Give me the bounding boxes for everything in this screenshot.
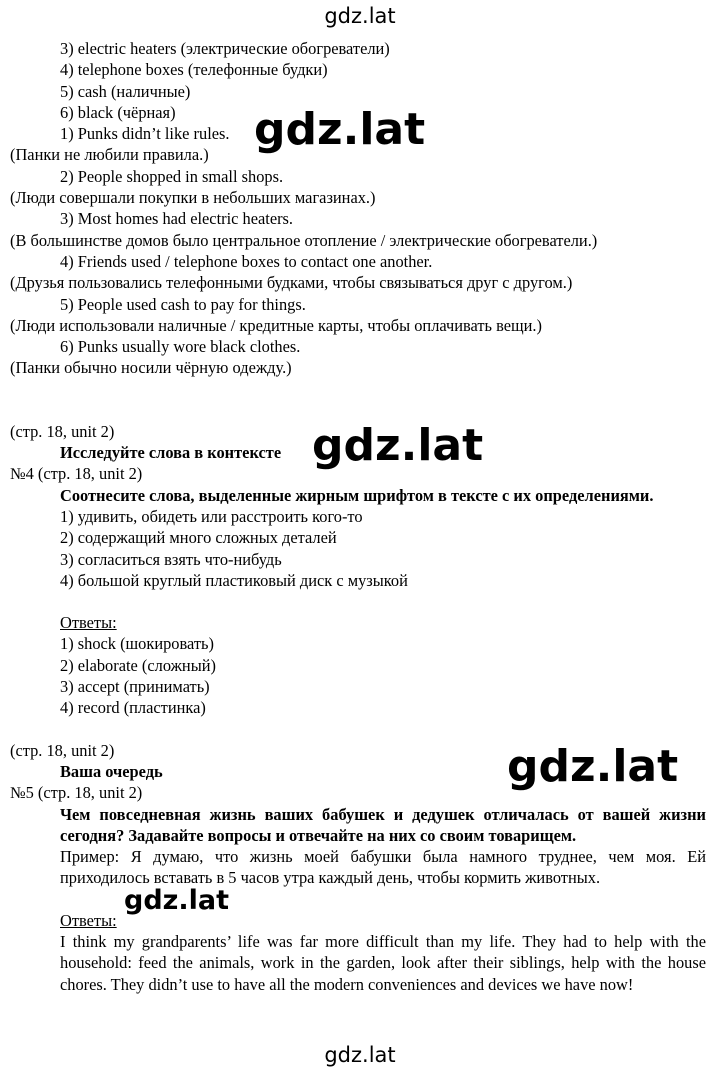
answers-label: Ответы: [60,910,117,930]
answer-item: 3) accept (принимать) [60,677,210,697]
page-reference: (стр. 18, unit 2) [10,740,115,760]
watermark: gdz.lat [312,420,484,471]
vocab-item: 3) electric heaters (электрические обогреватели) [60,39,390,58]
sentence-item: 6) Punks usually wore black clothes. [60,337,301,357]
example-text: Пример: Я думаю, что жизнь моей бабушки была намного труднее, чем моя. Ей приходилось вставать в 5 часов утра каждый день, чтобы кормить животных. [60,847,706,888]
sentence-item: 5) People used cash to pay for things. [60,294,306,314]
definition-item: 2) содержащий много сложных деталей [60,528,337,548]
vocab-item: 6) black (чёрная) [60,102,176,122]
sentence-item: 2) People shopped in small shops. [60,166,284,186]
section-heading: Исследуйте слова в контексте [60,443,282,463]
translation-line: (В большинстве домов было центральное отопление / электрические обогреватели.) [10,230,598,250]
definition-item: 3) согласиться взять что-нибудь [60,549,282,569]
definition-item: 1) удивить, обидеть или расстроить кого-то [60,506,363,526]
translation-line: (Друзья пользовались телефонными будками, чтобы связываться друг с другом.) [10,273,573,293]
document-body [10,38,706,995]
translation-line: (Люди использовали наличные / кредитные карты, чтобы оплачивать вещи.) [10,315,542,335]
section-heading: Ваша очередь [60,761,163,781]
exercise-task: Соотнесите слова, выделенные жирным шрифтом в тексте с их определениями. [60,485,654,505]
watermark: gdz.lat [507,741,679,792]
answer-paragraph: I think my grandparents’ life was far more difficult than my life. They had to help with the household: feed the animals, work in the garden, look after their siblings, help with the house chores. They didn’t use to have all the modern conveniences and devices we have now! [60,931,706,994]
exercise-task: Чем повседневная жизнь ваших бабушек и дедушек отличалась от вашей жизни сегодня? Задавайте вопросы и отвечайте на них со своим товарищем. [60,804,706,845]
site-footer: gdz.lat [324,1043,396,1067]
answers-label: Ответы: [60,613,117,633]
answer-item: 2) elaborate (сложный) [60,655,216,675]
page-reference: (стр. 18, unit 2) [10,421,115,441]
sentence-item: 4) Friends used / telephone boxes to contact one another. [60,251,433,271]
exercise-number: №4 (стр. 18, unit 2) [10,464,143,484]
sentence-item: 3) Most homes had electric heaters. [60,209,294,229]
exercise-number: №5 (стр. 18, unit 2) [10,783,143,803]
translation-line: (Панки обычно носили чёрную одежду.) [10,358,292,378]
translation-line: (Люди совершали покупки в небольших магазинах.) [10,188,376,208]
definition-item: 4) большой круглый пластиковый диск с музыкой [60,570,408,590]
site-header: gdz.lat [324,4,396,28]
answer-item: 1) shock (шокировать) [60,634,214,654]
vocab-item: 5) cash (наличные) [60,81,191,101]
watermark: gdz.lat [124,885,230,916]
translation-line: (Панки не любили правила.) [10,145,209,165]
sentence-item: 1) Punks didn’t like rules. [60,124,230,144]
vocab-item: 4) telephone boxes (телефонные будки) [60,60,328,80]
answer-item: 4) record (пластинка) [60,698,206,718]
watermark: gdz.lat [254,104,426,155]
